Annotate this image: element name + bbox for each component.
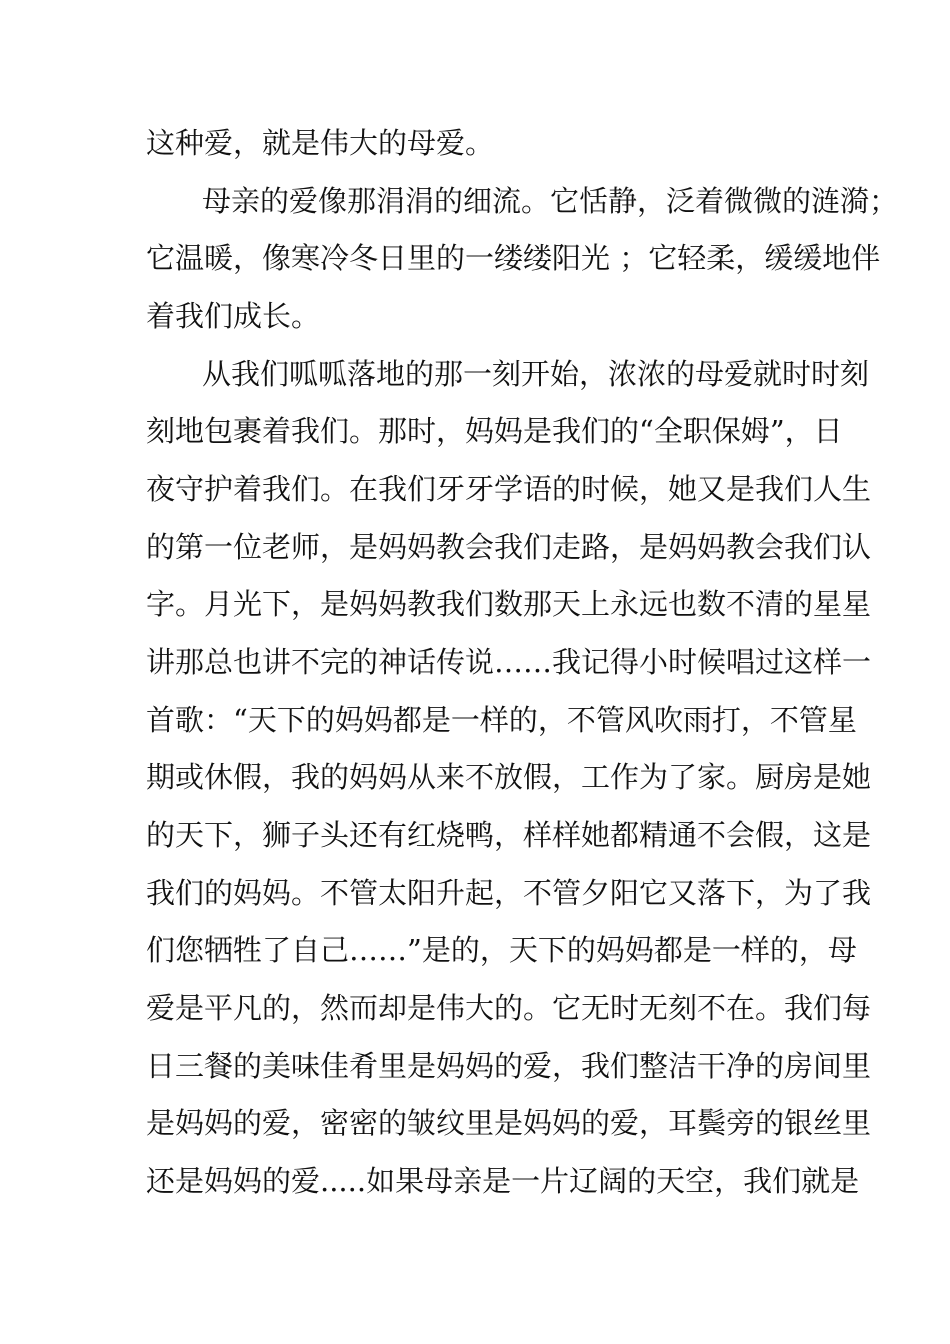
paragraph-first-line: 从我们呱呱落地的那一刻开始，浓浓的母爱就时时刻 [202, 357, 870, 391]
text-line: 还是妈妈的爱.....如果母亲是一片辽阔的天空，我们就是 [146, 1164, 860, 1198]
text-line: 的天下，狮子头还有红烧鸭，样样她都精通不会假，这是 [146, 818, 872, 852]
text-line: 夜守护着我们。在我们牙牙学语的时候，她又是我们人生 [146, 472, 872, 506]
text-line: 着我们成长。 [146, 299, 321, 333]
text-line: 们您牺牲了自己……”是的，天下的妈妈都是一样的，母 [146, 933, 857, 967]
text-line: 爱是平凡的，然而却是伟大的。它无时无刻不在。我们每 [146, 991, 872, 1025]
paragraph-first-line: 母亲的爱像那涓涓的细流。它恬静，泛着微微的涟漪； [202, 184, 899, 218]
text-line: 期或休假，我的妈妈从来不放假，工作为了家。厨房是她 [146, 760, 872, 794]
text-line: 我们的妈妈。不管太阳升起，不管夕阳它又落下，为了我 [146, 876, 872, 910]
text-line: 字。月光下，是妈妈教我们数那天上永远也数不清的星星 [146, 587, 872, 621]
text-line: 首歌：“天下的妈妈都是一样的，不管风吹雨打，不管星 [146, 703, 857, 737]
text-line: 它温暖，像寒冷冬日里的一缕缕阳光 ；它轻柔，缓缓地伴 [146, 241, 881, 275]
text-line: 刻地包裹着我们。那时，妈妈是我们的“全职保姆”，日 [146, 414, 843, 448]
text-line: 日三餐的美味佳肴里是妈妈的爱，我们整洁干净的房间里 [146, 1049, 872, 1083]
text-line: 是妈妈的爱，密密的皱纹里是妈妈的爱，耳鬓旁的银丝里 [146, 1106, 872, 1140]
text-line: 的第一位老师，是妈妈教会我们走路，是妈妈教会我们认 [146, 530, 872, 564]
text-line: 讲那总也讲不完的神话传说……我记得小时候唱过这样一 [146, 645, 872, 679]
text-line: 这种爱，就是伟大的母爱。 [146, 126, 495, 160]
